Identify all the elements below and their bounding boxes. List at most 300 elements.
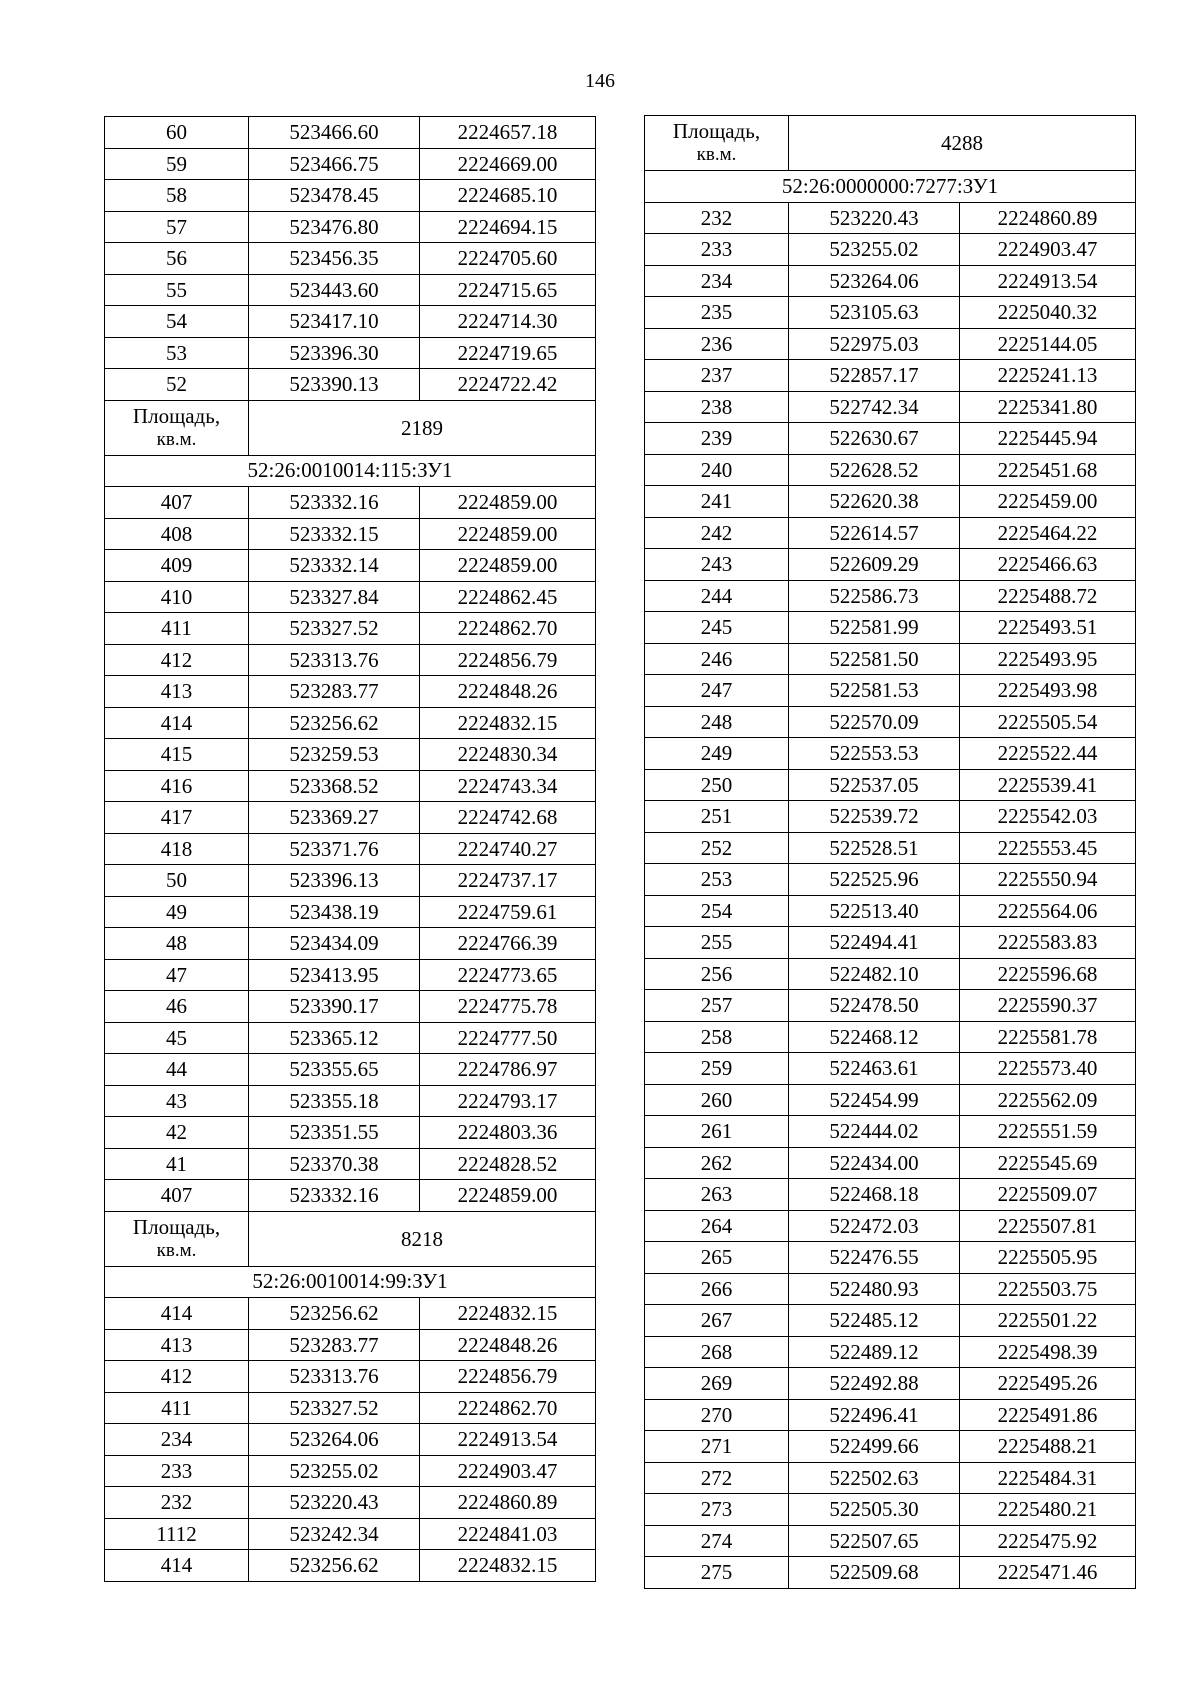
point-number-cell: 252 bbox=[645, 832, 789, 864]
y-coordinate-cell: 2224773.65 bbox=[420, 959, 596, 991]
x-coordinate-cell: 523369.27 bbox=[249, 802, 420, 834]
coordinate-row bbox=[645, 1525, 1136, 1557]
point-number-cell: 271 bbox=[645, 1431, 789, 1463]
y-coordinate-cell: 2224848.26 bbox=[420, 676, 596, 708]
coordinate-row bbox=[105, 1148, 596, 1180]
point-number-cell: 57 bbox=[105, 211, 249, 243]
x-coordinate-cell: 522620.38 bbox=[789, 486, 960, 518]
x-coordinate-cell: 523264.06 bbox=[789, 265, 960, 297]
coordinate-row bbox=[645, 1242, 1136, 1274]
y-coordinate-cell: 2224669.00 bbox=[420, 148, 596, 180]
x-coordinate-cell: 523434.09 bbox=[249, 928, 420, 960]
x-coordinate-cell: 523264.06 bbox=[249, 1424, 420, 1456]
coordinate-row bbox=[105, 1487, 596, 1519]
x-coordinate-cell: 523327.52 bbox=[249, 1392, 420, 1424]
y-coordinate-cell: 2225501.22 bbox=[960, 1305, 1136, 1337]
x-coordinate-cell: 522454.99 bbox=[789, 1084, 960, 1116]
area-value-cell: 8218 bbox=[249, 1211, 596, 1266]
point-number-cell: 41 bbox=[105, 1148, 249, 1180]
coordinate-row bbox=[645, 391, 1136, 423]
y-coordinate-cell: 2225590.37 bbox=[960, 990, 1136, 1022]
point-number-cell: 232 bbox=[645, 202, 789, 234]
x-coordinate-cell: 523220.43 bbox=[789, 202, 960, 234]
y-coordinate-cell: 2224862.45 bbox=[420, 581, 596, 613]
x-coordinate-cell: 522525.96 bbox=[789, 864, 960, 896]
coordinate-row bbox=[645, 958, 1136, 990]
y-coordinate-cell: 2225484.31 bbox=[960, 1462, 1136, 1494]
y-coordinate-cell: 2224841.03 bbox=[420, 1518, 596, 1550]
x-coordinate-cell: 523255.02 bbox=[249, 1455, 420, 1487]
y-coordinate-cell: 2225507.81 bbox=[960, 1210, 1136, 1242]
x-coordinate-cell: 522513.40 bbox=[789, 895, 960, 927]
coordinate-row bbox=[105, 581, 596, 613]
coordinate-row bbox=[105, 1085, 596, 1117]
x-coordinate-cell: 522485.12 bbox=[789, 1305, 960, 1337]
point-number-cell: 232 bbox=[105, 1487, 249, 1519]
y-coordinate-cell: 2225451.68 bbox=[960, 454, 1136, 486]
coordinate-row bbox=[645, 423, 1136, 455]
point-number-cell: 256 bbox=[645, 958, 789, 990]
coordinate-row bbox=[645, 1336, 1136, 1368]
coordinate-row bbox=[105, 1298, 596, 1330]
x-coordinate-cell: 522586.73 bbox=[789, 580, 960, 612]
point-number-cell: 257 bbox=[645, 990, 789, 1022]
coordinate-row bbox=[105, 550, 596, 582]
point-number-cell: 1112 bbox=[105, 1518, 249, 1550]
y-coordinate-cell: 2224793.17 bbox=[420, 1085, 596, 1117]
y-coordinate-cell: 2224859.00 bbox=[420, 487, 596, 519]
point-number-cell: 414 bbox=[105, 707, 249, 739]
area-value-cell: 4288 bbox=[789, 116, 1136, 171]
x-coordinate-cell: 522528.51 bbox=[789, 832, 960, 864]
x-coordinate-cell: 523438.19 bbox=[249, 896, 420, 928]
x-coordinate-cell: 522492.88 bbox=[789, 1368, 960, 1400]
coordinate-row bbox=[105, 613, 596, 645]
coordinate-row bbox=[645, 486, 1136, 518]
point-number-cell: 414 bbox=[105, 1550, 249, 1582]
coordinate-row bbox=[105, 180, 596, 212]
coordinate-row bbox=[645, 265, 1136, 297]
point-number-cell: 52 bbox=[105, 369, 249, 401]
coordinate-row bbox=[645, 1210, 1136, 1242]
x-coordinate-cell: 523327.84 bbox=[249, 581, 420, 613]
point-number-cell: 263 bbox=[645, 1179, 789, 1211]
y-coordinate-cell: 2224859.00 bbox=[420, 518, 596, 550]
coordinate-row bbox=[645, 1462, 1136, 1494]
y-coordinate-cell: 2224742.68 bbox=[420, 802, 596, 834]
area-label-cell bbox=[645, 116, 789, 171]
coordinate-row bbox=[645, 927, 1136, 959]
x-coordinate-cell: 522502.63 bbox=[789, 1462, 960, 1494]
point-number-cell: 45 bbox=[105, 1022, 249, 1054]
coordinate-row bbox=[105, 802, 596, 834]
coordinate-row bbox=[105, 1022, 596, 1054]
coordinate-row bbox=[105, 1329, 596, 1361]
coordinate-row bbox=[645, 297, 1136, 329]
x-coordinate-cell: 522570.09 bbox=[789, 706, 960, 738]
x-coordinate-cell: 523283.77 bbox=[249, 676, 420, 708]
y-coordinate-cell: 2224828.52 bbox=[420, 1148, 596, 1180]
coordinate-row bbox=[105, 148, 596, 180]
y-coordinate-cell: 2225551.59 bbox=[960, 1116, 1136, 1148]
point-number-cell: 275 bbox=[645, 1557, 789, 1589]
x-coordinate-cell: 522468.18 bbox=[789, 1179, 960, 1211]
y-coordinate-cell: 2225341.80 bbox=[960, 391, 1136, 423]
coordinate-row bbox=[645, 517, 1136, 549]
y-coordinate-cell: 2224719.65 bbox=[420, 337, 596, 369]
coordinate-row bbox=[105, 243, 596, 275]
coordinates-table-right bbox=[644, 115, 1136, 1589]
coordinate-row bbox=[105, 1180, 596, 1212]
y-coordinate-cell: 2224859.00 bbox=[420, 550, 596, 582]
y-coordinate-cell: 2225475.92 bbox=[960, 1525, 1136, 1557]
y-coordinate-cell: 2225040.32 bbox=[960, 297, 1136, 329]
x-coordinate-cell: 523242.34 bbox=[249, 1518, 420, 1550]
coordinate-row bbox=[645, 1494, 1136, 1526]
y-coordinate-cell: 2224740.27 bbox=[420, 833, 596, 865]
y-coordinate-cell: 2225488.21 bbox=[960, 1431, 1136, 1463]
point-number-cell: 411 bbox=[105, 613, 249, 645]
cadastral-number-row bbox=[105, 1266, 596, 1298]
point-number-cell: 272 bbox=[645, 1462, 789, 1494]
point-number-cell: 413 bbox=[105, 1329, 249, 1361]
y-coordinate-cell: 2224786.97 bbox=[420, 1054, 596, 1086]
coordinate-row bbox=[105, 117, 596, 149]
x-coordinate-cell: 522581.99 bbox=[789, 612, 960, 644]
x-coordinate-cell: 523355.65 bbox=[249, 1054, 420, 1086]
y-coordinate-cell: 2224848.26 bbox=[420, 1329, 596, 1361]
y-coordinate-cell: 2225491.86 bbox=[960, 1399, 1136, 1431]
point-number-cell: 48 bbox=[105, 928, 249, 960]
coordinate-row bbox=[645, 454, 1136, 486]
point-number-cell: 235 bbox=[645, 297, 789, 329]
coordinate-row bbox=[645, 1053, 1136, 1085]
area-row bbox=[645, 116, 1136, 171]
coordinate-row bbox=[105, 896, 596, 928]
coordinate-row bbox=[105, 337, 596, 369]
coordinate-row bbox=[105, 1361, 596, 1393]
coordinate-row bbox=[105, 1424, 596, 1456]
y-coordinate-cell: 2224832.15 bbox=[420, 1298, 596, 1330]
x-coordinate-cell: 522539.72 bbox=[789, 801, 960, 833]
point-number-cell: 237 bbox=[645, 360, 789, 392]
coordinate-row bbox=[645, 580, 1136, 612]
x-coordinate-cell: 523105.63 bbox=[789, 297, 960, 329]
y-coordinate-cell: 2225564.06 bbox=[960, 895, 1136, 927]
cadastral-number-row bbox=[645, 171, 1136, 203]
y-coordinate-cell: 2225459.00 bbox=[960, 486, 1136, 518]
x-coordinate-cell: 522742.34 bbox=[789, 391, 960, 423]
coordinate-row bbox=[105, 833, 596, 865]
coordinate-row bbox=[105, 1455, 596, 1487]
y-coordinate-cell: 2225503.75 bbox=[960, 1273, 1136, 1305]
y-coordinate-cell: 2225553.45 bbox=[960, 832, 1136, 864]
x-coordinate-cell: 522857.17 bbox=[789, 360, 960, 392]
x-coordinate-cell: 522537.05 bbox=[789, 769, 960, 801]
x-coordinate-cell: 522553.53 bbox=[789, 738, 960, 770]
x-coordinate-cell: 523370.38 bbox=[249, 1148, 420, 1180]
point-number-cell: 255 bbox=[645, 927, 789, 959]
x-coordinate-cell: 522509.68 bbox=[789, 1557, 960, 1589]
area-row bbox=[105, 400, 596, 455]
x-coordinate-cell: 522505.30 bbox=[789, 1494, 960, 1526]
coordinate-row bbox=[105, 1054, 596, 1086]
point-number-cell: 43 bbox=[105, 1085, 249, 1117]
y-coordinate-cell: 2224766.39 bbox=[420, 928, 596, 960]
x-coordinate-cell: 523443.60 bbox=[249, 274, 420, 306]
x-coordinate-cell: 522478.50 bbox=[789, 990, 960, 1022]
x-coordinate-cell: 523313.76 bbox=[249, 644, 420, 676]
x-coordinate-cell: 523255.02 bbox=[789, 234, 960, 266]
x-coordinate-cell: 522480.93 bbox=[789, 1273, 960, 1305]
point-number-cell: 273 bbox=[645, 1494, 789, 1526]
point-number-cell: 241 bbox=[645, 486, 789, 518]
point-number-cell: 53 bbox=[105, 337, 249, 369]
x-coordinate-cell: 522482.10 bbox=[789, 958, 960, 990]
point-number-cell: 270 bbox=[645, 1399, 789, 1431]
coordinate-row bbox=[105, 211, 596, 243]
y-coordinate-cell: 2225505.54 bbox=[960, 706, 1136, 738]
x-coordinate-cell: 523466.60 bbox=[249, 117, 420, 149]
point-number-cell: 239 bbox=[645, 423, 789, 455]
area-value-cell: 2189 bbox=[249, 400, 596, 455]
point-number-cell: 242 bbox=[645, 517, 789, 549]
point-number-cell: 58 bbox=[105, 180, 249, 212]
coordinate-row bbox=[105, 1518, 596, 1550]
point-number-cell: 266 bbox=[645, 1273, 789, 1305]
point-number-cell: 234 bbox=[645, 265, 789, 297]
y-coordinate-cell: 2224860.89 bbox=[420, 1487, 596, 1519]
y-coordinate-cell: 2225542.03 bbox=[960, 801, 1136, 833]
y-coordinate-cell: 2224743.34 bbox=[420, 770, 596, 802]
point-number-cell: 238 bbox=[645, 391, 789, 423]
x-coordinate-cell: 523327.52 bbox=[249, 613, 420, 645]
x-coordinate-cell: 523283.77 bbox=[249, 1329, 420, 1361]
y-coordinate-cell: 2225581.78 bbox=[960, 1021, 1136, 1053]
x-coordinate-cell: 523371.76 bbox=[249, 833, 420, 865]
y-coordinate-cell: 2224913.54 bbox=[420, 1424, 596, 1456]
point-number-cell: 264 bbox=[645, 1210, 789, 1242]
x-coordinate-cell: 523355.18 bbox=[249, 1085, 420, 1117]
y-coordinate-cell: 2224705.60 bbox=[420, 243, 596, 275]
coordinate-row bbox=[645, 643, 1136, 675]
point-number-cell: 407 bbox=[105, 1180, 249, 1212]
point-number-cell: 262 bbox=[645, 1147, 789, 1179]
x-coordinate-cell: 522489.12 bbox=[789, 1336, 960, 1368]
point-number-cell: 268 bbox=[645, 1336, 789, 1368]
x-coordinate-cell: 523332.15 bbox=[249, 518, 420, 550]
x-coordinate-cell: 523368.52 bbox=[249, 770, 420, 802]
point-number-cell: 259 bbox=[645, 1053, 789, 1085]
point-number-cell: 49 bbox=[105, 896, 249, 928]
point-number-cell: 265 bbox=[645, 1242, 789, 1274]
y-coordinate-cell: 2225562.09 bbox=[960, 1084, 1136, 1116]
point-number-cell: 46 bbox=[105, 991, 249, 1023]
coordinate-row bbox=[105, 518, 596, 550]
y-coordinate-cell: 2225445.94 bbox=[960, 423, 1136, 455]
area-unit: кв.м. bbox=[156, 428, 197, 450]
y-coordinate-cell: 2225480.21 bbox=[960, 1494, 1136, 1526]
x-coordinate-cell: 523417.10 bbox=[249, 306, 420, 338]
y-coordinate-cell: 2225498.39 bbox=[960, 1336, 1136, 1368]
y-coordinate-cell: 2225488.72 bbox=[960, 580, 1136, 612]
point-number-cell: 236 bbox=[645, 328, 789, 360]
point-number-cell: 55 bbox=[105, 274, 249, 306]
y-coordinate-cell: 2224830.34 bbox=[420, 739, 596, 771]
coordinate-row bbox=[645, 202, 1136, 234]
y-coordinate-cell: 2224657.18 bbox=[420, 117, 596, 149]
y-coordinate-cell: 2224722.42 bbox=[420, 369, 596, 401]
x-coordinate-cell: 523256.62 bbox=[249, 1550, 420, 1582]
cadastral-number-row bbox=[105, 455, 596, 487]
x-coordinate-cell: 522496.41 bbox=[789, 1399, 960, 1431]
y-coordinate-cell: 2225144.05 bbox=[960, 328, 1136, 360]
coordinate-row bbox=[645, 769, 1136, 801]
x-coordinate-cell: 522975.03 bbox=[789, 328, 960, 360]
point-number-cell: 244 bbox=[645, 580, 789, 612]
coordinate-row bbox=[645, 1021, 1136, 1053]
point-number-cell: 50 bbox=[105, 865, 249, 897]
y-coordinate-cell: 2225539.41 bbox=[960, 769, 1136, 801]
y-coordinate-cell: 2224856.79 bbox=[420, 1361, 596, 1393]
point-number-cell: 253 bbox=[645, 864, 789, 896]
coordinate-row bbox=[645, 832, 1136, 864]
coordinate-row bbox=[645, 1305, 1136, 1337]
point-number-cell: 233 bbox=[105, 1455, 249, 1487]
x-coordinate-cell: 523390.13 bbox=[249, 369, 420, 401]
area-label-cell bbox=[105, 400, 249, 455]
cadastral-number-cell: 52:26:0000000:7277:ЗУ1 bbox=[645, 171, 1136, 203]
y-coordinate-cell: 2224777.50 bbox=[420, 1022, 596, 1054]
x-coordinate-cell: 523396.13 bbox=[249, 865, 420, 897]
x-coordinate-cell: 522628.52 bbox=[789, 454, 960, 486]
y-coordinate-cell: 2224759.61 bbox=[420, 896, 596, 928]
point-number-cell: 260 bbox=[645, 1084, 789, 1116]
point-number-cell: 412 bbox=[105, 644, 249, 676]
point-number-cell: 240 bbox=[645, 454, 789, 486]
point-number-cell: 417 bbox=[105, 802, 249, 834]
area-label-cell bbox=[105, 1211, 249, 1266]
y-coordinate-cell: 2224715.65 bbox=[420, 274, 596, 306]
point-number-cell: 413 bbox=[105, 676, 249, 708]
cadastral-number-cell: 52:26:0010014:99:ЗУ1 bbox=[105, 1266, 596, 1298]
y-coordinate-cell: 2225493.95 bbox=[960, 643, 1136, 675]
coordinate-row bbox=[645, 1273, 1136, 1305]
y-coordinate-cell: 2224694.15 bbox=[420, 211, 596, 243]
coordinate-row bbox=[645, 1431, 1136, 1463]
y-coordinate-cell: 2224860.89 bbox=[960, 202, 1136, 234]
x-coordinate-cell: 523365.12 bbox=[249, 1022, 420, 1054]
coordinate-row bbox=[105, 676, 596, 708]
coordinates-table-left bbox=[104, 116, 596, 1582]
y-coordinate-cell: 2225583.83 bbox=[960, 927, 1136, 959]
x-coordinate-cell: 523220.43 bbox=[249, 1487, 420, 1519]
x-coordinate-cell: 522581.53 bbox=[789, 675, 960, 707]
x-coordinate-cell: 522609.29 bbox=[789, 549, 960, 581]
x-coordinate-cell: 522507.65 bbox=[789, 1525, 960, 1557]
point-number-cell: 234 bbox=[105, 1424, 249, 1456]
point-number-cell: 56 bbox=[105, 243, 249, 275]
x-coordinate-cell: 522472.03 bbox=[789, 1210, 960, 1242]
point-number-cell: 408 bbox=[105, 518, 249, 550]
coordinate-row bbox=[105, 991, 596, 1023]
y-coordinate-cell: 2225493.51 bbox=[960, 612, 1136, 644]
point-number-cell: 249 bbox=[645, 738, 789, 770]
point-number-cell: 261 bbox=[645, 1116, 789, 1148]
y-coordinate-cell: 2225545.69 bbox=[960, 1147, 1136, 1179]
point-number-cell: 233 bbox=[645, 234, 789, 266]
point-number-cell: 250 bbox=[645, 769, 789, 801]
y-coordinate-cell: 2225522.44 bbox=[960, 738, 1136, 770]
y-coordinate-cell: 2224714.30 bbox=[420, 306, 596, 338]
point-number-cell: 251 bbox=[645, 801, 789, 833]
x-coordinate-cell: 523332.14 bbox=[249, 550, 420, 582]
point-number-cell: 416 bbox=[105, 770, 249, 802]
y-coordinate-cell: 2225495.26 bbox=[960, 1368, 1136, 1400]
coordinate-row bbox=[645, 1399, 1136, 1431]
x-coordinate-cell: 523256.62 bbox=[249, 707, 420, 739]
x-coordinate-cell: 522444.02 bbox=[789, 1116, 960, 1148]
point-number-cell: 246 bbox=[645, 643, 789, 675]
y-coordinate-cell: 2225471.46 bbox=[960, 1557, 1136, 1589]
coordinate-row bbox=[105, 707, 596, 739]
y-coordinate-cell: 2224903.47 bbox=[960, 234, 1136, 266]
coordinate-row bbox=[645, 1084, 1136, 1116]
coordinate-row bbox=[105, 739, 596, 771]
coordinate-row bbox=[105, 1117, 596, 1149]
point-number-cell: 412 bbox=[105, 1361, 249, 1393]
cadastral-number-cell: 52:26:0010014:115:ЗУ1 bbox=[105, 455, 596, 487]
point-number-cell: 269 bbox=[645, 1368, 789, 1400]
y-coordinate-cell: 2225509.07 bbox=[960, 1179, 1136, 1211]
coordinate-row bbox=[105, 865, 596, 897]
point-number-cell: 247 bbox=[645, 675, 789, 707]
y-coordinate-cell: 2224862.70 bbox=[420, 1392, 596, 1424]
x-coordinate-cell: 522468.12 bbox=[789, 1021, 960, 1053]
point-number-cell: 254 bbox=[645, 895, 789, 927]
x-coordinate-cell: 523351.55 bbox=[249, 1117, 420, 1149]
x-coordinate-cell: 523396.30 bbox=[249, 337, 420, 369]
coordinate-row bbox=[105, 770, 596, 802]
y-coordinate-cell: 2224832.15 bbox=[420, 1550, 596, 1582]
x-coordinate-cell: 523256.62 bbox=[249, 1298, 420, 1330]
coordinate-row bbox=[645, 360, 1136, 392]
x-coordinate-cell: 522434.00 bbox=[789, 1147, 960, 1179]
point-number-cell: 245 bbox=[645, 612, 789, 644]
y-coordinate-cell: 2224856.79 bbox=[420, 644, 596, 676]
coordinate-row bbox=[105, 644, 596, 676]
point-number-cell: 409 bbox=[105, 550, 249, 582]
area-label: Площадь, bbox=[672, 119, 761, 143]
y-coordinate-cell: 2224775.78 bbox=[420, 991, 596, 1023]
coordinate-row bbox=[105, 306, 596, 338]
x-coordinate-cell: 522463.61 bbox=[789, 1053, 960, 1085]
x-coordinate-cell: 522630.67 bbox=[789, 423, 960, 455]
x-coordinate-cell: 523456.35 bbox=[249, 243, 420, 275]
coordinate-row bbox=[105, 487, 596, 519]
point-number-cell: 243 bbox=[645, 549, 789, 581]
area-row bbox=[105, 1211, 596, 1266]
y-coordinate-cell: 2224685.10 bbox=[420, 180, 596, 212]
point-number-cell: 59 bbox=[105, 148, 249, 180]
point-number-cell: 418 bbox=[105, 833, 249, 865]
coordinate-row bbox=[105, 369, 596, 401]
coordinate-row bbox=[105, 1550, 596, 1582]
area-label: Площадь, bbox=[132, 1214, 221, 1239]
point-number-cell: 47 bbox=[105, 959, 249, 991]
y-coordinate-cell: 2224859.00 bbox=[420, 1180, 596, 1212]
x-coordinate-cell: 522499.66 bbox=[789, 1431, 960, 1463]
